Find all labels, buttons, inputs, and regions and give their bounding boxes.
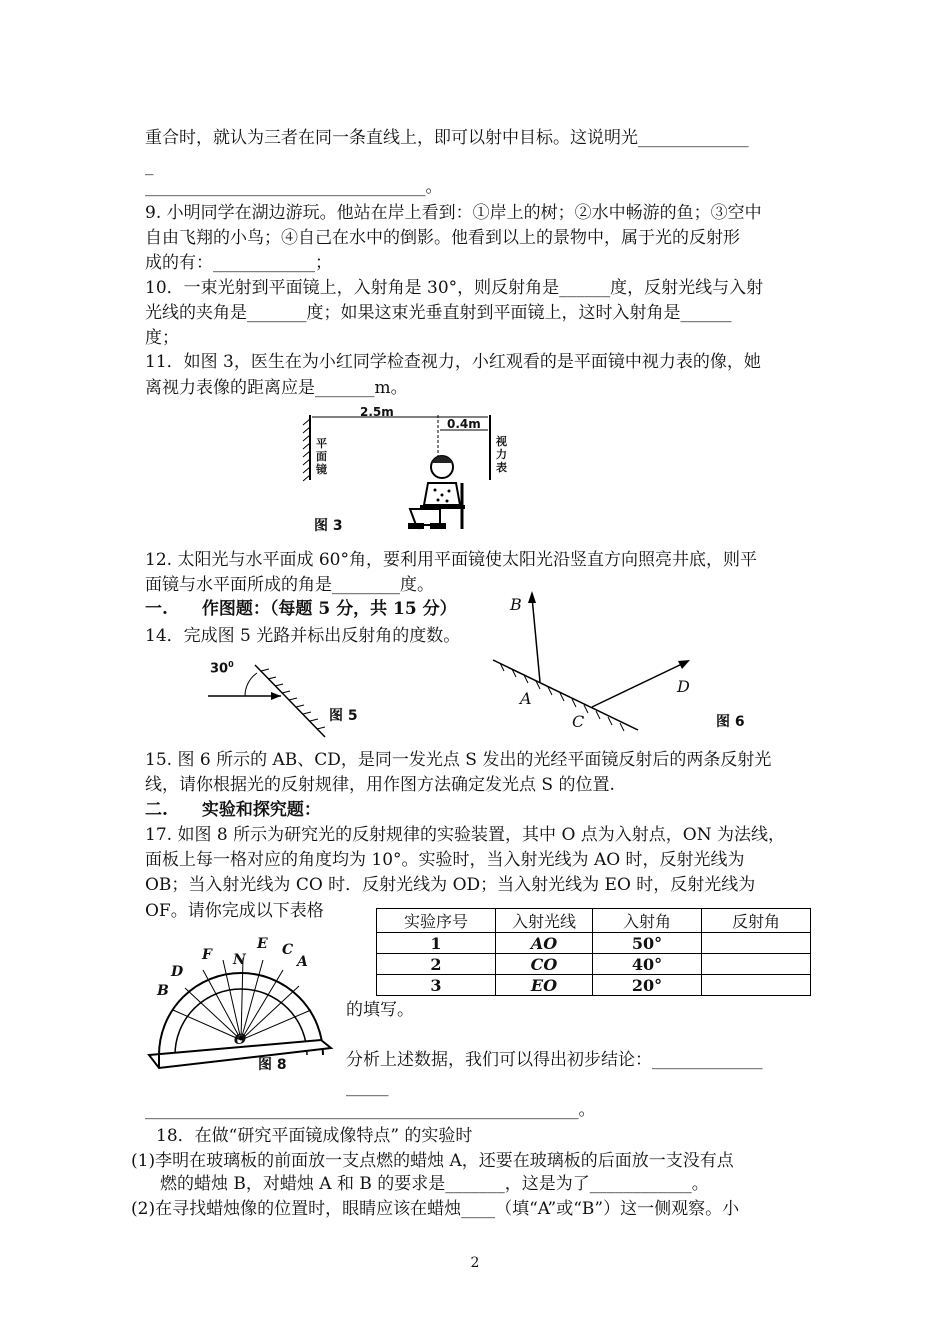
- table-row: [377, 954, 811, 975]
- text-line: 光线的夹角是_______度；如果这束光垂直射到平面镜上，这时入射角是______: [145, 303, 732, 323]
- figure-3-caption: 图 3: [314, 518, 343, 534]
- table-row: [377, 975, 811, 996]
- table-row: [377, 933, 811, 954]
- question-17: 17. 如图 8 所示为研究光的反射规律的实验装置，其中 O 点为入射点，ON 为法线，: [145, 825, 786, 845]
- figure-6: [488, 585, 758, 735]
- point-d: D: [171, 964, 184, 980]
- text-line: (2)在寻找蜡烛像的位置时，眼睛应该在蜡烛____（填“A”或“B”）这一侧观察。小: [131, 1199, 740, 1219]
- figure-8: [145, 930, 335, 1075]
- text-line: 重合时，就认为三者在同一条直线上，即可以射中目标。这说明光_____________: [145, 128, 749, 148]
- text-line: OB；当入射光线为 CO 时．反射光线为 OD；当入射光线为 EO 时，反射光线为: [145, 875, 756, 895]
- text-line: _____: [346, 1077, 389, 1097]
- text-line: (1)李明在玻璃板的前面放一支点燃的蜡烛 A，还要在玻璃板的后面放一支没有点: [131, 1151, 734, 1171]
- figure-5: [205, 655, 365, 745]
- figure-3: [290, 405, 520, 535]
- point-o: O: [234, 1032, 247, 1048]
- text-line: 的填写。: [346, 1000, 414, 1020]
- row-number: 3: [377, 975, 496, 996]
- point-a: A: [520, 689, 532, 708]
- chart-label: 视力表: [496, 435, 507, 474]
- figure-6-caption: 图 6: [716, 714, 745, 730]
- table-header: 实验序号: [377, 909, 496, 933]
- figure-5-caption: 图 5: [329, 708, 358, 724]
- point-n: N: [233, 952, 246, 968]
- reflection-angle-cell[interactable]: [702, 975, 811, 996]
- question-12: 12. 太阳光与水平面成 60°角，要利用平面镜使太阳光沿竖直方向照亮井底，则平: [145, 550, 757, 570]
- text-line: 面镜与水平面所成的角是________度。: [145, 575, 434, 595]
- reflection-angle-cell[interactable]: [702, 933, 811, 954]
- distance-total-label: 2.5m: [360, 405, 394, 419]
- text-line: 面板上每一格对应的角度均为 10°。实验时，当入射光线为 AO 时，反射光线为: [145, 850, 745, 870]
- angle-value: 30: [210, 661, 229, 677]
- point-e: E: [257, 936, 268, 952]
- question-18: 18．在做“研究平面镜成像特点” 的实验时: [156, 1126, 473, 1146]
- question-15: 15. 图 6 所示的 AB、CD，是同一发光点 S 发出的光经平面镜反射后的两条反射光: [145, 750, 772, 770]
- point-f: F: [202, 947, 212, 963]
- angle-superscript: 0: [228, 660, 234, 669]
- incident-angle: 40°: [593, 954, 702, 975]
- text-line: _: [145, 156, 154, 176]
- experiment-table: [376, 908, 811, 996]
- point-b: B: [157, 983, 169, 999]
- incident-ray: AO: [496, 933, 593, 954]
- section-heading-drawing: 一. 作图题：（每题 5 分，共 15 分）: [145, 599, 457, 619]
- row-number: 1: [377, 933, 496, 954]
- incident-ray: CO: [496, 954, 593, 975]
- text-line: 成的有：____________；: [145, 253, 332, 273]
- text-line: 自由飞翔的小鸟；④自己在水中的倒影。他看到以上的景物中，属于光的反射形: [145, 228, 740, 248]
- incident-ray: EO: [496, 975, 593, 996]
- incident-angle: 20°: [593, 975, 702, 996]
- mirror-label: 平面镜: [316, 437, 327, 476]
- text-line: 燃的蜡烛 B，对蜡烛 A 和 B 的要求是_______，这是为了____________。: [160, 1174, 709, 1194]
- question-10: 10．一束光射到平面镜上，入射角是 30°，则反射角是______度，反射光线与入射: [145, 278, 764, 298]
- page-number: 2: [470, 1255, 480, 1271]
- table-header: 反射角: [702, 909, 811, 933]
- table-header-row: [377, 909, 811, 933]
- point-a: A: [297, 954, 308, 970]
- question-14: 14．完成图 5 光路并标出反射角的度数。: [145, 626, 461, 646]
- question-11: 11．如图 3，医生在为小红同学检查视力，小红观看的是平面镜中视力表的像，她: [145, 352, 761, 372]
- row-number: 2: [377, 954, 496, 975]
- text-line: ___________________________________________________。: [145, 1100, 596, 1120]
- point-d: D: [677, 677, 690, 696]
- question-9: 9. 小明同学在湖边游玩。他站在岸上看到：①岸上的树；②水中畅游的鱼；③空中: [145, 203, 762, 223]
- text-line: 度；: [145, 328, 179, 348]
- point-b: B: [510, 595, 522, 614]
- text-line: _________________________________。: [145, 177, 443, 197]
- table-header: 入射光线: [496, 909, 593, 933]
- distance-chart-label: 0.4m: [447, 417, 481, 431]
- table-header: 入射角: [593, 909, 702, 933]
- point-c: C: [282, 942, 294, 958]
- figure-8-caption: 图 8: [258, 1057, 287, 1073]
- text-line: 线，请你根据光的反射规律，用作图方法确定发光点 S 的位置.: [145, 775, 615, 795]
- angle-label: [210, 660, 234, 676]
- text-line: 离视力表像的距离应是_______m。: [145, 378, 408, 398]
- point-c: C: [572, 712, 585, 731]
- section-heading-experiment: 二. 实验和探究题：: [145, 800, 321, 820]
- text-line: 分析上述数据，我们可以得出初步结论：_____________: [346, 1050, 763, 1070]
- text-line: OF。请你完成以下表格: [145, 901, 324, 921]
- reflection-angle-cell[interactable]: [702, 954, 811, 975]
- incident-angle: 50°: [593, 933, 702, 954]
